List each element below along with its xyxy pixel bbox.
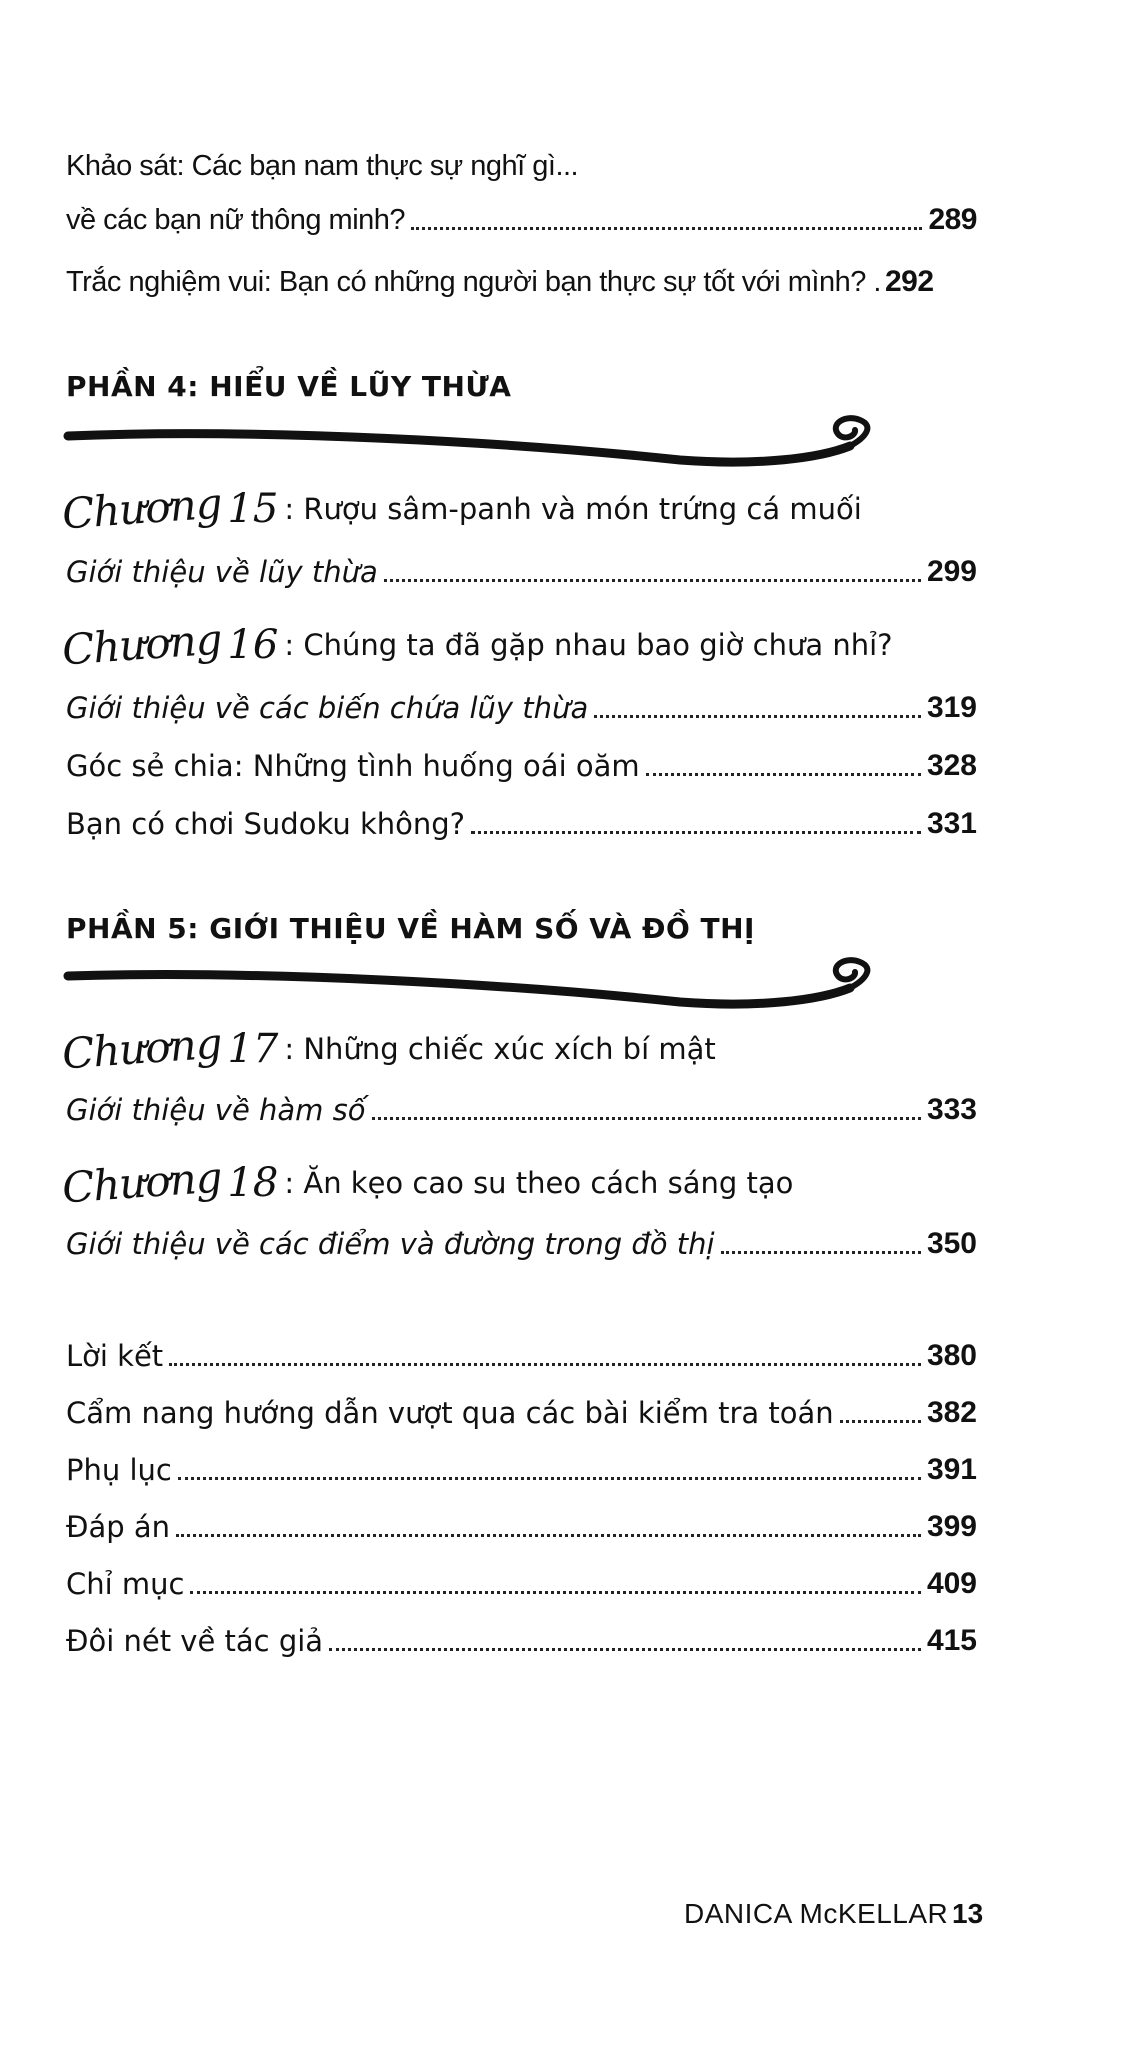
chapter17-sub-page: 333 (926, 1093, 977, 1126)
back-matter-text: Phụ lục (66, 1453, 172, 1487)
chapter16-title: : Chúng ta đã gặp nhau bao giờ chưa nhỉ? (284, 627, 893, 662)
back-matter-page: 391 (926, 1453, 977, 1486)
chapter17-label: Chương (60, 1018, 223, 1079)
back-matter-page: 409 (926, 1567, 977, 1600)
share-entry (66, 746, 977, 786)
survey-entry-text: về các bạn nữ thông minh? (66, 204, 406, 236)
leader-dots (329, 1648, 921, 1651)
back-matter-page: 382 (926, 1396, 977, 1429)
sudoku-entry-text: Bạn có chơi Sudoku không? (66, 807, 466, 841)
back-matter-page: 380 (926, 1339, 977, 1372)
back-matter-page: 399 (926, 1510, 977, 1543)
chapter16-sub-text: Giới thiệu về các biến chứa lũy thừa (66, 691, 589, 725)
chapter15-heading (60, 478, 862, 539)
back-matter-text: Lời kết (66, 1339, 164, 1373)
sudoku-entry-page: 331 (926, 807, 977, 840)
leader-dots (646, 773, 921, 776)
quiz-entry-text: Trắc nghiệm vui: Bạn có những người bạn thực sự tốt với mình? . (66, 266, 881, 298)
chapter16-sub-entry (66, 688, 977, 728)
chapter16-number: 16 (227, 621, 279, 668)
chapter18-heading (60, 1152, 794, 1213)
chapter15-sub-entry (66, 552, 977, 592)
chapter17-number: 17 (227, 1025, 279, 1072)
leader-dots (176, 1534, 921, 1537)
leader-dots (721, 1251, 921, 1254)
survey-entry (66, 200, 977, 240)
back-matter-entry (66, 1450, 977, 1490)
chapter18-sub-page: 350 (926, 1227, 977, 1260)
chapter18-sub-entry (66, 1224, 977, 1264)
survey-entry-page: 289 (928, 203, 977, 236)
share-entry-text: Góc sẻ chia: Những tình huống oái oăm (66, 749, 640, 783)
chapter18-sub-text: Giới thiệu về các điểm và đường trong đồ thị (66, 1227, 715, 1261)
leader-dots (411, 227, 922, 230)
quiz-entry-page: 292 (884, 265, 934, 298)
chapter15-label: Chương (60, 478, 223, 539)
leader-dots (169, 1363, 921, 1366)
part5-title: PHẦN 5: GIỚI THIỆU VỀ HÀM SỐ VÀ ĐỒ THỊ (66, 912, 755, 945)
back-matter-entry (66, 1336, 977, 1376)
leader-dots (178, 1477, 921, 1480)
leader-dots (471, 831, 921, 834)
back-matter-page: 415 (926, 1624, 977, 1657)
back-matter-entry (66, 1564, 977, 1604)
chapter18-number: 18 (227, 1159, 279, 1206)
leader-dots (190, 1591, 920, 1594)
back-matter-entry (66, 1507, 977, 1547)
leader-dots (372, 1117, 921, 1120)
footer-page-number: 13 (952, 1898, 984, 1929)
back-matter-text: Cẩm nang hướng dẫn vượt qua các bài kiểm tra toán (66, 1396, 834, 1430)
chapter18-title: : Ăn kẹo cao su theo cách sáng tạo (284, 1165, 794, 1200)
part4-title: PHẦN 4: HIỂU VỀ LŨY THỪA (66, 370, 512, 403)
leader-dots (594, 715, 921, 718)
leader-dots (840, 1420, 921, 1423)
quiz-entry (66, 262, 977, 302)
chapter15-number: 15 (227, 485, 279, 532)
chapter15-sub-text: Giới thiệu về lũy thừa (66, 555, 378, 589)
leader-dots (384, 579, 921, 582)
chapter16-label: Chương (60, 614, 223, 675)
back-matter-entry (66, 1621, 977, 1661)
chapter16-sub-page: 319 (926, 691, 977, 724)
back-matter-text: Chỉ mục (66, 1567, 185, 1601)
back-matter-entry (66, 1393, 977, 1433)
part5-swoosh-divider (60, 950, 890, 1020)
chapter17-sub-text: Giới thiệu về hàm số (66, 1093, 366, 1127)
chapter16-heading (60, 614, 893, 675)
chapter17-sub-entry (66, 1090, 977, 1130)
chapter18-label: Chương (60, 1152, 223, 1213)
part4-swoosh-divider (60, 408, 890, 478)
survey-entry-line1: Khảo sát: Các bạn nam thực sự nghĩ gì... (66, 150, 579, 182)
share-entry-page: 328 (926, 749, 977, 782)
chapter15-sub-page: 299 (926, 555, 977, 588)
back-matter-text: Đôi nét về tác giả (66, 1624, 324, 1658)
chapter17-title: : Những chiếc xúc xích bí mật (284, 1031, 716, 1066)
back-matter-text: Đáp án (66, 1510, 171, 1544)
chapter17-heading (60, 1018, 716, 1079)
sudoku-entry (66, 804, 977, 844)
footer-author: DANICA McKELLAR (684, 1898, 949, 1929)
chapter15-title: : Rượu sâm-panh và món trứng cá muối (284, 491, 862, 526)
